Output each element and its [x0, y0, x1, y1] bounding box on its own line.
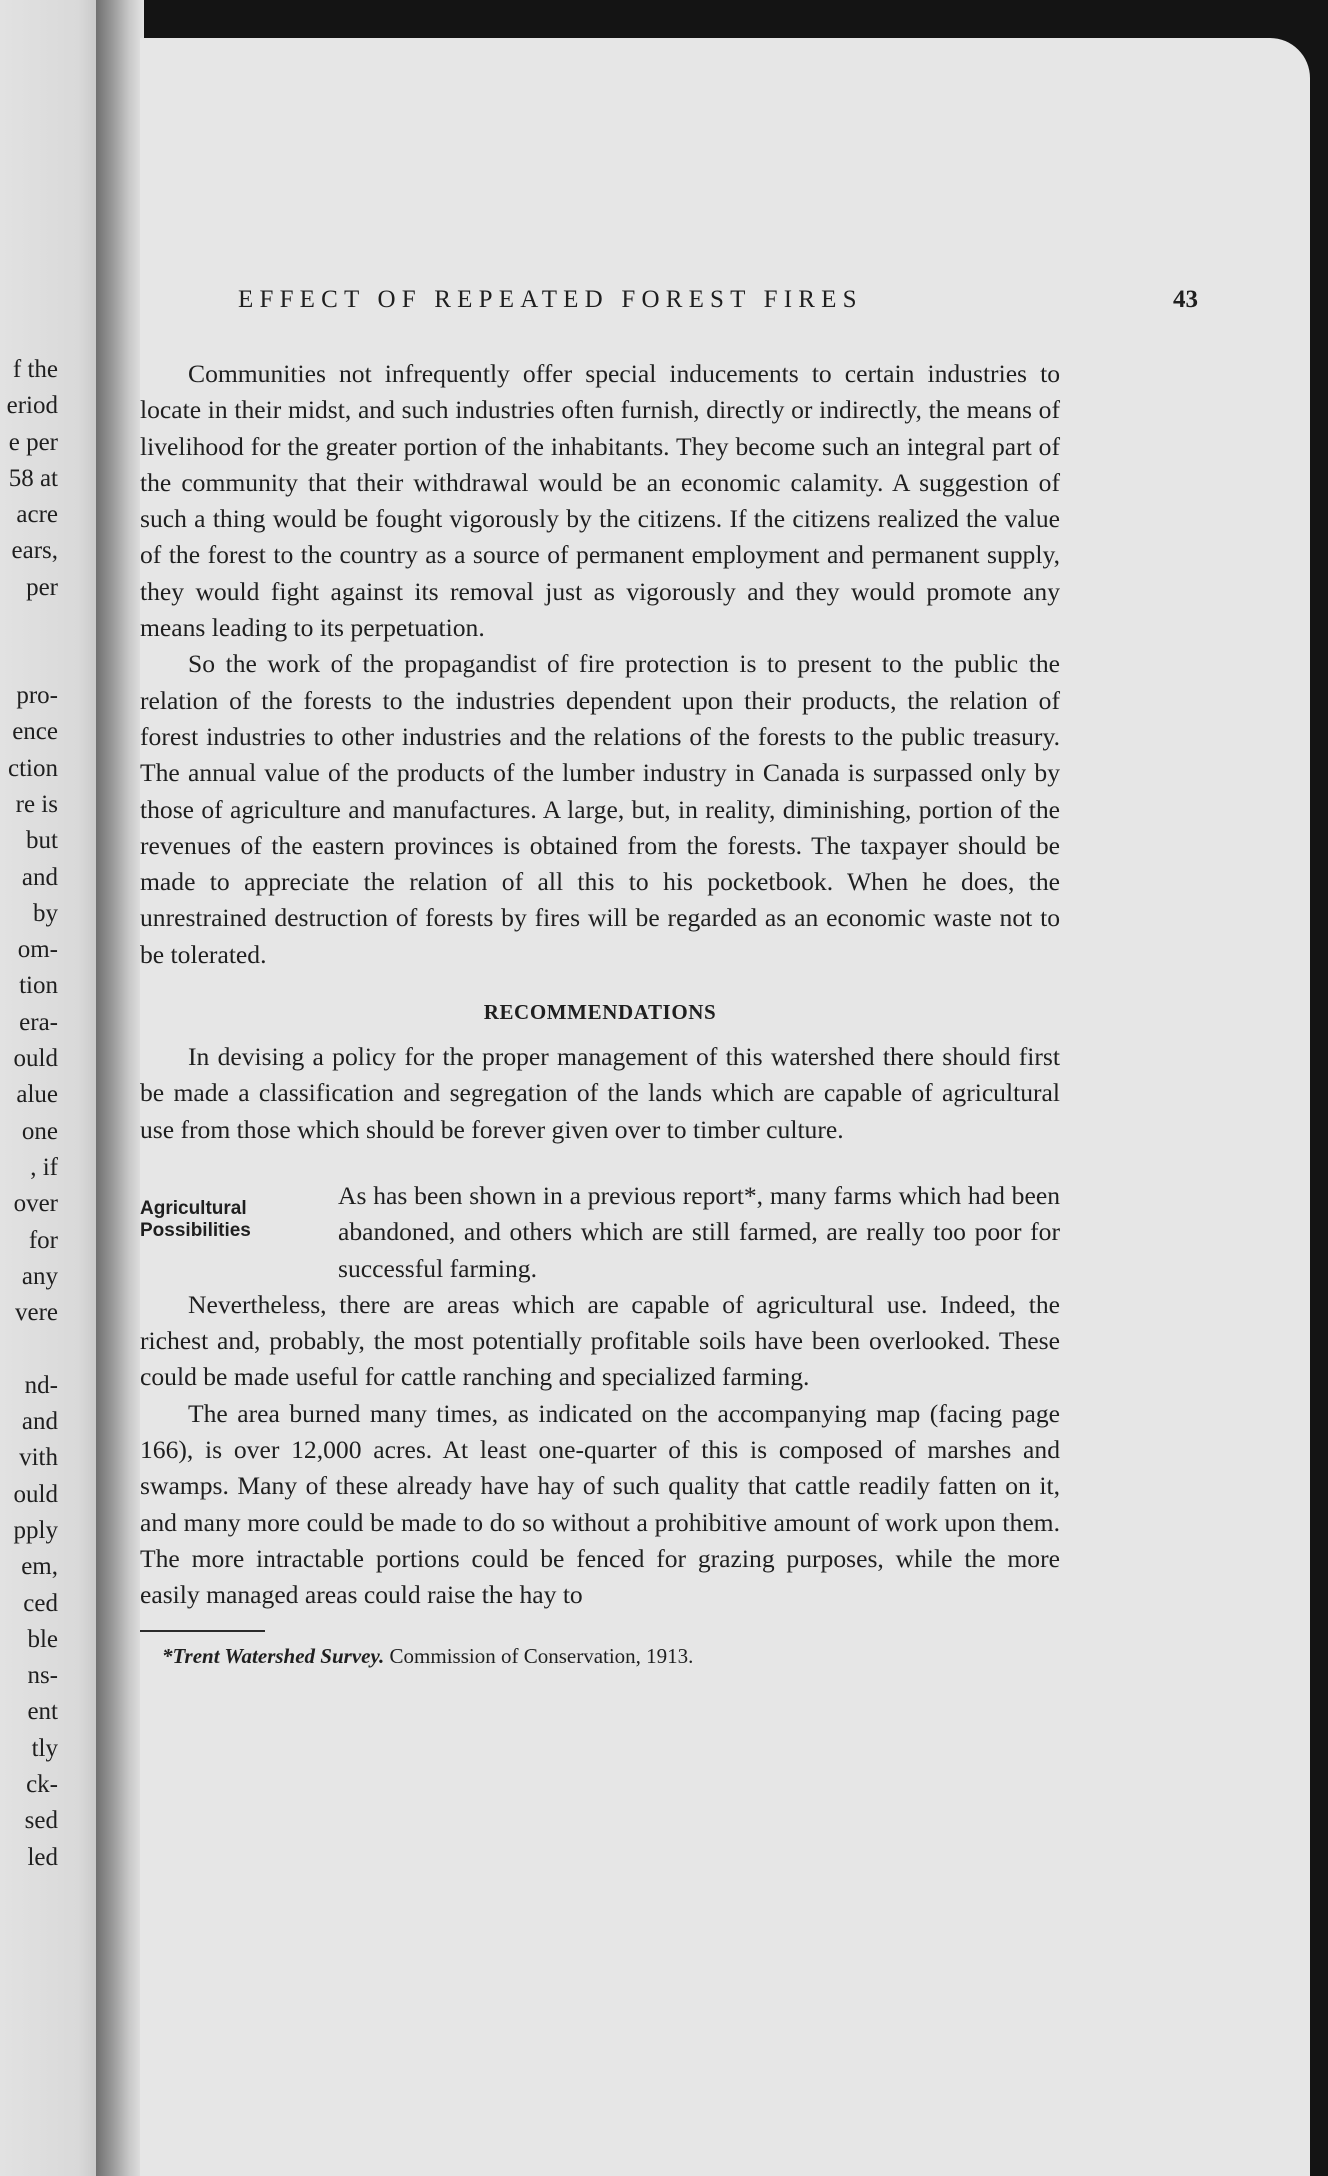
left-fragment: vere: [14, 1299, 58, 1327]
left-fragment: re is: [15, 790, 58, 818]
running-header: [238, 286, 1198, 326]
footnote-rule: [140, 1630, 265, 1632]
footnote-title: *Trent Watershed Survey.: [162, 1643, 385, 1668]
left-fragment: tly: [31, 1734, 58, 1762]
side-heading: [140, 1198, 290, 1242]
left-fragment: ence: [12, 718, 58, 746]
left-fragment: nd-: [24, 1371, 58, 1399]
left-fragment: alue: [16, 1081, 58, 1109]
left-fragment: eriod: [6, 392, 58, 420]
left-fragment: ears,: [11, 537, 58, 565]
footnote-source: Commission of Conservation, 1913.: [389, 1643, 694, 1668]
left-fragment: [0, 1331, 58, 1367]
book-page: [140, 38, 1310, 2176]
left-fragment: ould: [13, 1480, 58, 1508]
paragraph-nevertheless: Nevertheless, there are areas which are capable of agricultural use. Indeed, the richest and, probably, the most potentially profitable soils have been overlooked. These could be made useful for cattle ranching and specialized farming.: [140, 1289, 1060, 1392]
running-title: EFFECT OF REPEATED FOREST FIRES: [238, 286, 863, 313]
left-fragment: per: [26, 573, 58, 601]
left-fragment: ble: [27, 1625, 58, 1653]
left-fragment: vith: [19, 1444, 58, 1472]
left-fragment: ck-: [26, 1770, 58, 1798]
left-fragment: ns-: [27, 1662, 58, 1690]
left-fragment: by: [33, 899, 58, 927]
section-heading: RECOMMENDATIONS: [483, 1000, 717, 1025]
left-fragment-gap: [0, 606, 58, 678]
side-heading-line-2: Possibilities: [140, 1219, 251, 1241]
left-fragment: pro-: [16, 682, 58, 710]
left-fragment: over: [13, 1190, 58, 1218]
left-fragment: acre: [16, 501, 58, 529]
left-fragment: sed: [24, 1807, 58, 1835]
agricultural-section: [140, 1178, 1060, 1287]
left-fragment: led: [27, 1843, 58, 1871]
side-heading-line-1: Agricultural: [140, 1197, 247, 1219]
left-fragment: ould: [13, 1045, 58, 1073]
left-fragment: and: [21, 863, 58, 891]
left-fragment: ent: [27, 1698, 58, 1726]
left-page-fragments: [0, 352, 58, 1876]
left-fragment: om-: [17, 936, 58, 964]
left-fragment: and: [21, 1408, 58, 1436]
left-fragment: ction: [8, 754, 58, 782]
left-fragment: 58 at: [8, 464, 58, 492]
left-fragment: , if: [30, 1153, 58, 1181]
left-fragment: pply: [13, 1516, 58, 1544]
paragraph-previous-report: As has been shown in a previous report*, many farms which had been abandoned, and others which are still farmed, are really too poor for successful farming.: [338, 1180, 1060, 1283]
paragraph-area-burned: The area burned many times, as indicated on the accompanying map (facing page 166), is over 12,000 acres. At least one-quarter of this is composed of marshes and swamps. Many of these already have hay of such quality that cattle readily fatten on it, and many more could be made to do so without a prohibitive amount of work upon them. The more intractable portions could be fenced for grazing purposes, while the more easily managed areas could raise the hay to: [140, 1398, 1060, 1610]
left-fragment: f the: [12, 356, 58, 383]
body-text: [140, 356, 1060, 1670]
book-gutter: [96, 0, 144, 2176]
left-fragment: but: [26, 827, 58, 855]
left-fragment: any: [21, 1262, 58, 1290]
paragraph-policy: In devising a policy for the proper management of this watershed there should first be made a classification and segregation of the lands which are capable of agricultural use from those which should be forever given over to timber culture.: [140, 1042, 1060, 1144]
paragraph-propagandist: So the work of the propagandist of fire protection is to present to the public the relation of the forests to the industries dependent upon their products, the relation of forest industries to other industries and the relations of the forests to the public treasury. The annual value of the products of the lumber industry in Canada is surpassed only by those of agriculture and manufactures. A large, but, in reality, diminishing, portion of the revenues of the eastern provinces is obtained from the forests. The taxpayer should be made to appreciate the relation of all this to his pocketbook. When he does, the unrestrained destruction of forests by fires will be regarded as an economic waste not to be tolerated.: [140, 649, 1060, 969]
left-fragment: era-: [19, 1008, 58, 1036]
left-fragment: ced: [23, 1589, 58, 1617]
left-fragment: e per: [8, 428, 58, 456]
left-fragment: em,: [21, 1553, 58, 1581]
page-number: 43: [1173, 286, 1198, 313]
paragraph-communities: Communities not infrequently offer special inducements to certain industries to locate in their midst, and such industries often furnish, directly or indirectly, the means of livelihood for the greater portion of the inhabitants. They become such an integral part of the community that their withdrawal would be an economic calamity. A suggestion of such a thing would be fought vigorously by the citizens. If the citizens realized the value of the forest to the country as a source of permanent employment and permanent supply, they would fight against its removal just as vigorously and they would promote any means leading to its perpetuation.: [140, 359, 1060, 643]
left-fragment: for: [28, 1226, 58, 1254]
footnote: [140, 1642, 1060, 1670]
left-fragment: one: [21, 1117, 58, 1145]
left-fragment: tion: [19, 972, 58, 1000]
